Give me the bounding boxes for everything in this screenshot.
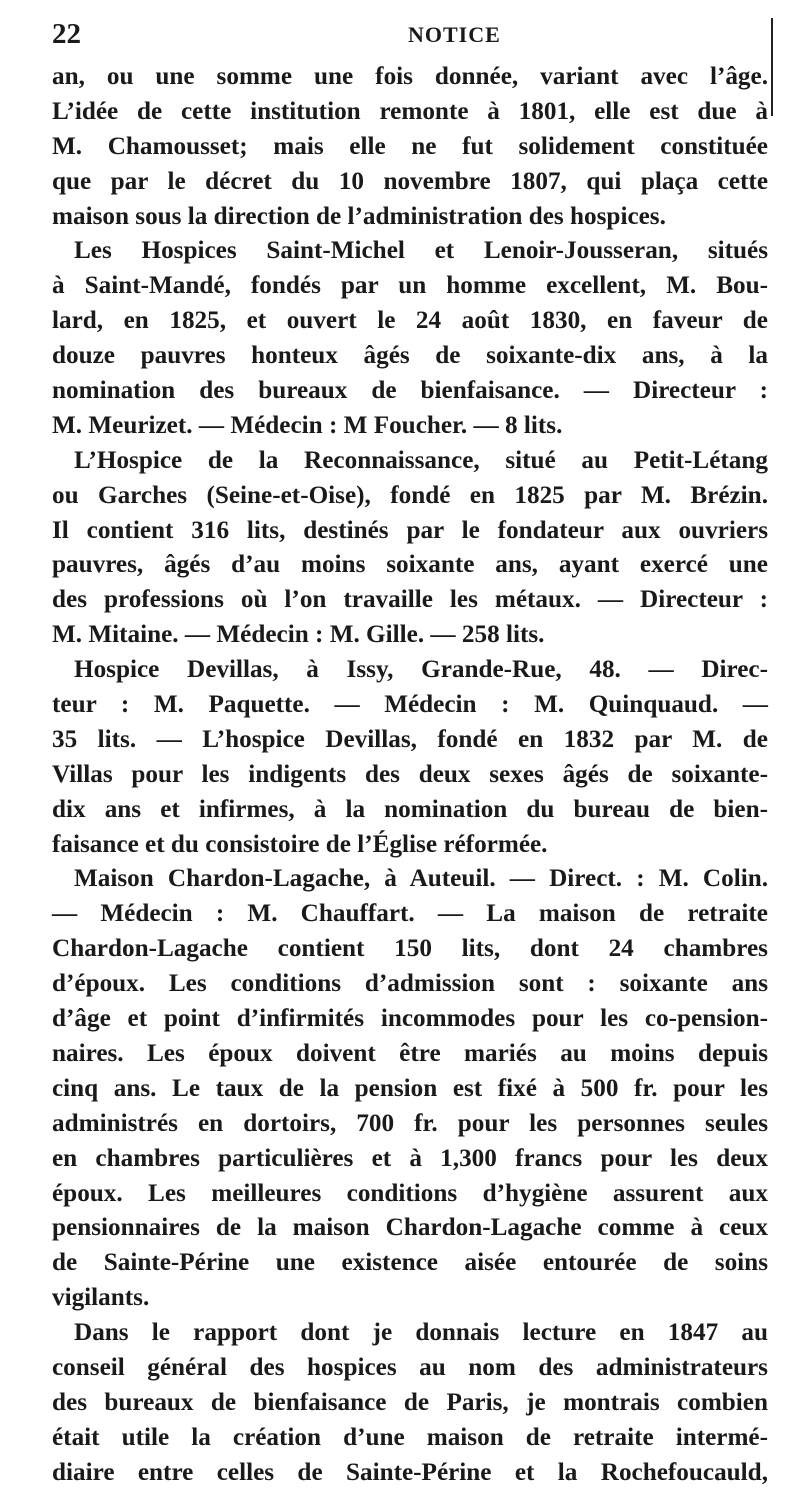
text-line: Villas pour les indigents des deux sexes âgés de soixante-	[52, 760, 768, 788]
text-line: vigilants.	[52, 1284, 150, 1312]
page-header	[52, 18, 779, 54]
text-line: époux. Les meilleures conditions d’hygiène assurent aux	[52, 1179, 768, 1207]
text-line: Dans le rapport dont je donnais lecture en 1847 au	[74, 1319, 768, 1347]
text-line: douze pauvres honteux âgés de soixante-dix ans, à la	[52, 342, 768, 370]
text-line: dix ans et infirmes, à la nomination du bureau de bien-	[52, 795, 768, 823]
running-head: NOTICE	[408, 22, 501, 47]
text-line: L’idée de cette institution remonte à 1801, elle est due à	[52, 97, 768, 125]
text-line: cinq ans. Le taux de la pension est fixé à 500 fr. pour les	[52, 1074, 768, 1102]
text-line: Les Hospices Saint-Michel et Lenoir-Jousseran, situés	[74, 237, 768, 265]
text-line: que par le décret du 10 novembre 1807, qui plaça cette	[52, 167, 768, 195]
text-line: était utile la création d’une maison de retraite intermé-	[52, 1423, 768, 1451]
text-line: pauvres, âgés d’au moins soixante ans, ayant exercé une	[52, 551, 768, 579]
page-edge-line	[771, 18, 773, 116]
text-line: an, ou une somme une fois donnée, variant avec l’âge.	[52, 63, 768, 90]
text-line: 35 lits. — L’hospice Devillas, fondé en 1832 par M. de	[52, 725, 768, 753]
text-line: nomination des bureaux de bienfaisance. — Directeur :	[52, 377, 768, 405]
text-line: — Médecin : M. Chauffart. — La maison de retraite	[52, 900, 768, 928]
text-line: de Sainte-Périne une existence aisée entourée de soins	[52, 1249, 768, 1277]
text-line: ou Garches (Seine-et-Oise), fondé en 1825 par M. Brézin.	[52, 481, 768, 509]
text-line: naires. Les époux doivent être mariés au moins depuis	[52, 1039, 768, 1067]
text-line: Hospice Devillas, à Issy, Grande-Rue, 48. — Direc-	[74, 656, 768, 684]
text-line: à Saint-Mandé, fondés par un homme excellent, M. Bou-	[52, 272, 768, 300]
text-line: M. Chamousset; mais elle ne fut solidement constituée	[52, 132, 768, 160]
text-line: M. Meurizet. — Médecin : M Foucher. — 8 lits.	[52, 411, 563, 439]
text-line: Maison Chardon-Lagache, à Auteuil. — Direct. : M. Colin.	[74, 865, 768, 893]
text-line: des bureaux de bienfaisance de Paris, je montrais combien	[52, 1388, 768, 1416]
text-line: Il contient 316 lits, destinés par le fondateur aux ouvriers	[52, 516, 768, 544]
text-line: Chardon-Lagache contient 150 lits, dont 24 chambres	[52, 935, 768, 963]
text-line: en chambres particulières et à 1,300 francs pour les deux	[52, 1144, 768, 1172]
text-line: diaire entre celles de Sainte-Périne et la Rochefoucauld,	[52, 1458, 768, 1486]
text-line: L’Hospice de la Reconnaissance, situé au Petit-Létang	[74, 446, 768, 474]
text-line: conseil général des hospices au nom des administrateurs	[52, 1353, 768, 1381]
text-line: d’âge et point d’infirmités incommodes pour les co-pension-	[52, 1005, 768, 1033]
text-line: des professions où l’on travaille les métaux. — Directeur :	[52, 586, 768, 614]
text-line: faisance et du consistoire de l’Église réformée.	[52, 830, 548, 858]
text-line: M. Mitaine. — Médecin : M. Gille. — 258 lits.	[52, 621, 545, 649]
text-line: lard, en 1825, et ouvert le 24 août 1830, en faveur de	[52, 307, 768, 335]
body-text	[52, 60, 768, 1491]
text-line: teur : M. Paquette. — Médecin : M. Quinquaud. —	[52, 691, 768, 719]
text-line: d’époux. Les conditions d’admission sont : soixante ans	[52, 970, 768, 998]
page-number: 22	[52, 18, 81, 50]
text-line: pensionnaires de la maison Chardon-Lagache comme à ceux	[52, 1214, 768, 1242]
text-line: administrés en dortoirs, 700 fr. pour les personnes seules	[52, 1109, 768, 1137]
text-line: maison sous la direction de l’administration des hospices.	[52, 202, 666, 230]
